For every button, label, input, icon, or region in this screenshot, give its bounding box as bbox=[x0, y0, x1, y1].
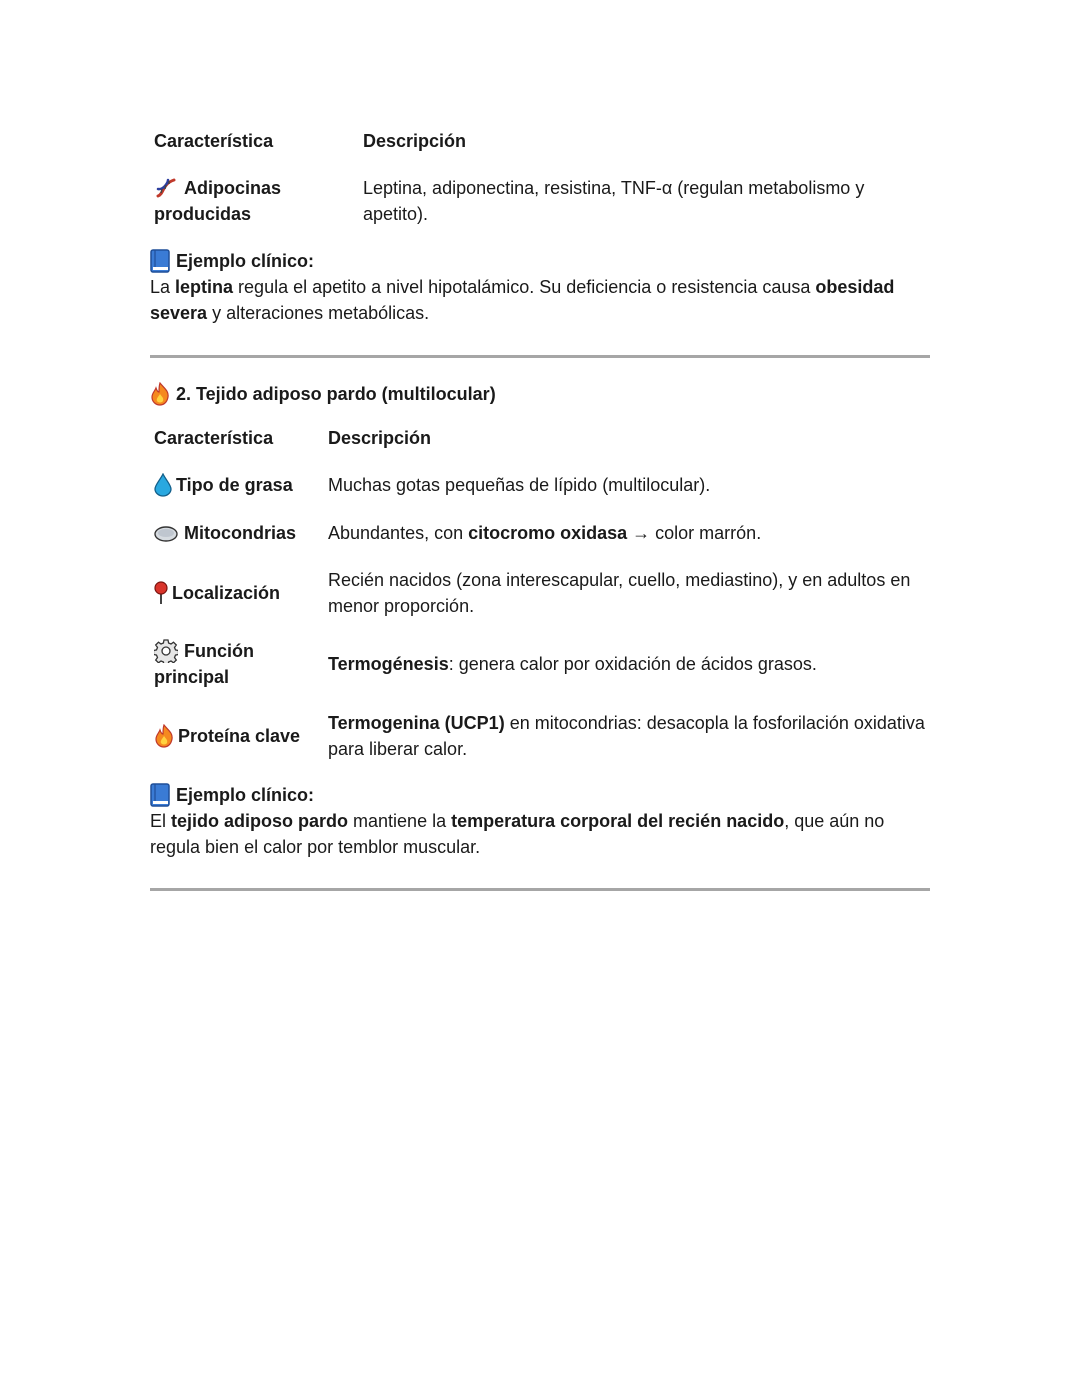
clinical-example-text bbox=[150, 808, 930, 860]
text-run-bold: obesidad severa bbox=[150, 277, 895, 323]
text-run-bold: citocromo oxidasa bbox=[468, 523, 628, 543]
horizontal-rule bbox=[150, 355, 930, 358]
droplet-icon bbox=[154, 473, 172, 497]
row-label-text: Proteína clave bbox=[178, 726, 301, 746]
text-run: La bbox=[150, 277, 176, 297]
text-run-bold: temperatura corporal del recién nacido bbox=[451, 811, 785, 831]
row-label bbox=[154, 472, 328, 498]
table-row bbox=[154, 567, 930, 619]
text-run: Recién nacidos (zona interescapular, cuello, mediastino), y en adultos en menor proporción. bbox=[328, 570, 911, 616]
text-run: , que aún no regula bien el calor por temblor muscular. bbox=[150, 811, 885, 857]
column-header-feature: Característica bbox=[154, 428, 274, 448]
row-label-line2: principal bbox=[154, 667, 230, 687]
row-label-text: Mitocondrias bbox=[184, 523, 297, 543]
gear-icon bbox=[154, 639, 178, 663]
column-header-feature: Característica bbox=[154, 131, 274, 151]
table-header-row bbox=[154, 128, 930, 154]
text-run: Muchas gotas pequeñas de lípido (multilocular). bbox=[328, 475, 711, 495]
row-label-text: Tipo de grasa bbox=[176, 475, 293, 495]
table-header-row bbox=[154, 425, 930, 451]
text-run: → color marrón. bbox=[627, 523, 762, 543]
row-description bbox=[328, 567, 930, 619]
row-label-line1: Función bbox=[184, 641, 254, 661]
blue-book-icon bbox=[150, 249, 170, 273]
horizontal-rule bbox=[150, 888, 930, 891]
row-description bbox=[328, 520, 930, 546]
table-row bbox=[154, 710, 930, 762]
row-label bbox=[154, 580, 328, 606]
clinical-example-text bbox=[150, 274, 930, 326]
row-description bbox=[328, 710, 930, 762]
clinical-example-title bbox=[150, 248, 314, 274]
text-run-bold: tejido adiposo pardo bbox=[171, 811, 349, 831]
row-label bbox=[154, 175, 363, 227]
row-label-line2: producidas bbox=[154, 204, 252, 224]
row-label bbox=[154, 638, 328, 690]
text-run: regula el apetito a nivel hipotalámico. Su deficiencia o resistencia causa bbox=[233, 277, 816, 297]
text-run: mantiene la bbox=[348, 811, 452, 831]
row-label bbox=[154, 723, 328, 749]
clinical-example-label: Ejemplo clínico: bbox=[176, 251, 315, 271]
section-title-text: 2. Tejido adiposo pardo (multilocular) bbox=[176, 384, 496, 404]
text-run: El bbox=[150, 811, 172, 831]
table-row bbox=[154, 638, 930, 690]
column-header-description: Descripción bbox=[328, 428, 432, 448]
row-description bbox=[328, 472, 930, 498]
row-description bbox=[328, 651, 930, 677]
fire-icon bbox=[154, 724, 174, 748]
round-pushpin-icon bbox=[154, 581, 168, 605]
clinical-example-title bbox=[150, 782, 314, 808]
text-run: y alteraciones metabólicas. bbox=[207, 303, 430, 323]
dna-icon bbox=[154, 176, 178, 200]
fire-icon bbox=[150, 382, 170, 406]
text-run-bold: leptina bbox=[175, 277, 234, 297]
text-run-bold: Termogenina (UCP1) bbox=[328, 713, 505, 733]
row-label-text: Localización bbox=[172, 583, 281, 603]
column-header-description: Descripción bbox=[363, 131, 467, 151]
blue-book-icon bbox=[150, 783, 170, 807]
text-run: en mitocondrias: desacopla la fosforilación oxidativa para liberar calor. bbox=[328, 713, 925, 759]
text-run: : genera calor por oxidación de ácidos grasos. bbox=[448, 654, 817, 674]
text-run-bold: Termogénesis bbox=[328, 654, 449, 674]
table-row bbox=[154, 472, 930, 498]
petri-dish-icon bbox=[154, 523, 178, 543]
row-label bbox=[154, 520, 328, 546]
text-run: Abundantes, con bbox=[328, 523, 469, 543]
row-description: Leptina, adiponectina, resistina, TNF-α (regulan metabolismo y apetito). bbox=[363, 178, 865, 224]
table-row bbox=[154, 520, 930, 546]
section-title bbox=[150, 381, 496, 407]
clinical-example-label: Ejemplo clínico: bbox=[176, 785, 315, 805]
row-label-line1: Adipocinas bbox=[184, 178, 282, 198]
table-row bbox=[154, 175, 930, 227]
